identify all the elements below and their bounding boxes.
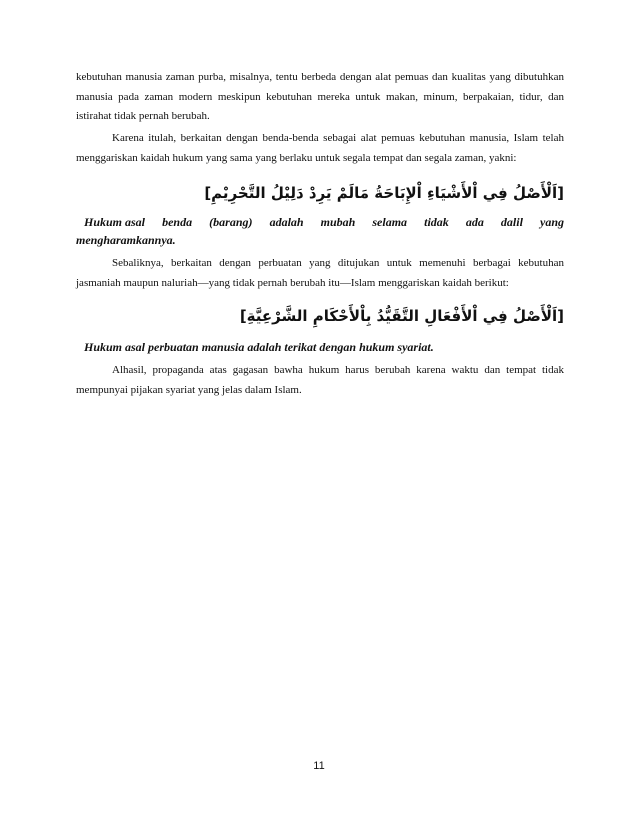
arabic-rule-perbuatan: [اَلْأَصْلُ فِي اْلأَفْعَالِ التَّقَيُّدُ بِاْلأَحْكَامِ الشَّرْعِيَّةِ]	[239, 307, 564, 325]
rule-word: tidak	[424, 215, 449, 229]
rule-benda-continuation: mengharamkannya.	[76, 233, 176, 247]
rule-word: Hukum asal	[84, 215, 146, 229]
paragraph-benda: Karena itulah, berkaitan dengan benda-benda sebagai alat pemuas kebutuhan manusia, Islam telah menggariskan kaidah hukum yang sama yang berlaku untuk segala tempat dan segala zaman, yakni:	[76, 132, 564, 164]
rule-benda-translation	[84, 215, 564, 230]
rule-word: mubah	[320, 215, 356, 229]
rule-word: dalil	[500, 215, 523, 229]
rule-word: yang	[540, 215, 564, 229]
paragraph-conclusion: Alhasil, propaganda atas gagasan bawha hukum harus berubah karena waktu dan tempat tidak mempunyai pijakan syariat yang jelas dalam Islam.	[76, 364, 564, 396]
rule-word: (barang)	[209, 215, 253, 229]
page-number: 11	[313, 760, 325, 772]
rule-word: selama	[372, 215, 408, 229]
rule-perbuatan-translation: Hukum asal perbuatan manusia adalah terikat dengan hukum syariat.	[84, 340, 434, 354]
paragraph-perbuatan: Sebaliknya, berkaitan dengan perbuatan yang ditujukan untuk memenuhi berbagai kebutuhan jasmaniah maupun naluriah—yang tidak pernah berubah itu—Islam menggariskan kaidah berikut:	[76, 257, 564, 289]
arabic-rule-benda: [اَلْأَصْلُ فِي اْلأَشْيَاءِ اْلإِبَاحَةُ مَالَمْ يَرِدْ دَلِيْلُ التَّحْرِيْمِ]	[204, 184, 564, 202]
rule-word: ada	[465, 215, 484, 229]
rule-word: adalah	[269, 215, 304, 229]
paragraph-intro: kebutuhan manusia zaman purba, misalnya, tentu berbeda dengan alat pemuas dan kualitas yang dibutuhkan manusia pada zaman modern meskipun kebutuhan mereka untuk makan, minum, berpakaian, tidur, dan istirahat tidak pernah berubah.	[76, 71, 564, 122]
rule-word: benda	[162, 215, 193, 229]
